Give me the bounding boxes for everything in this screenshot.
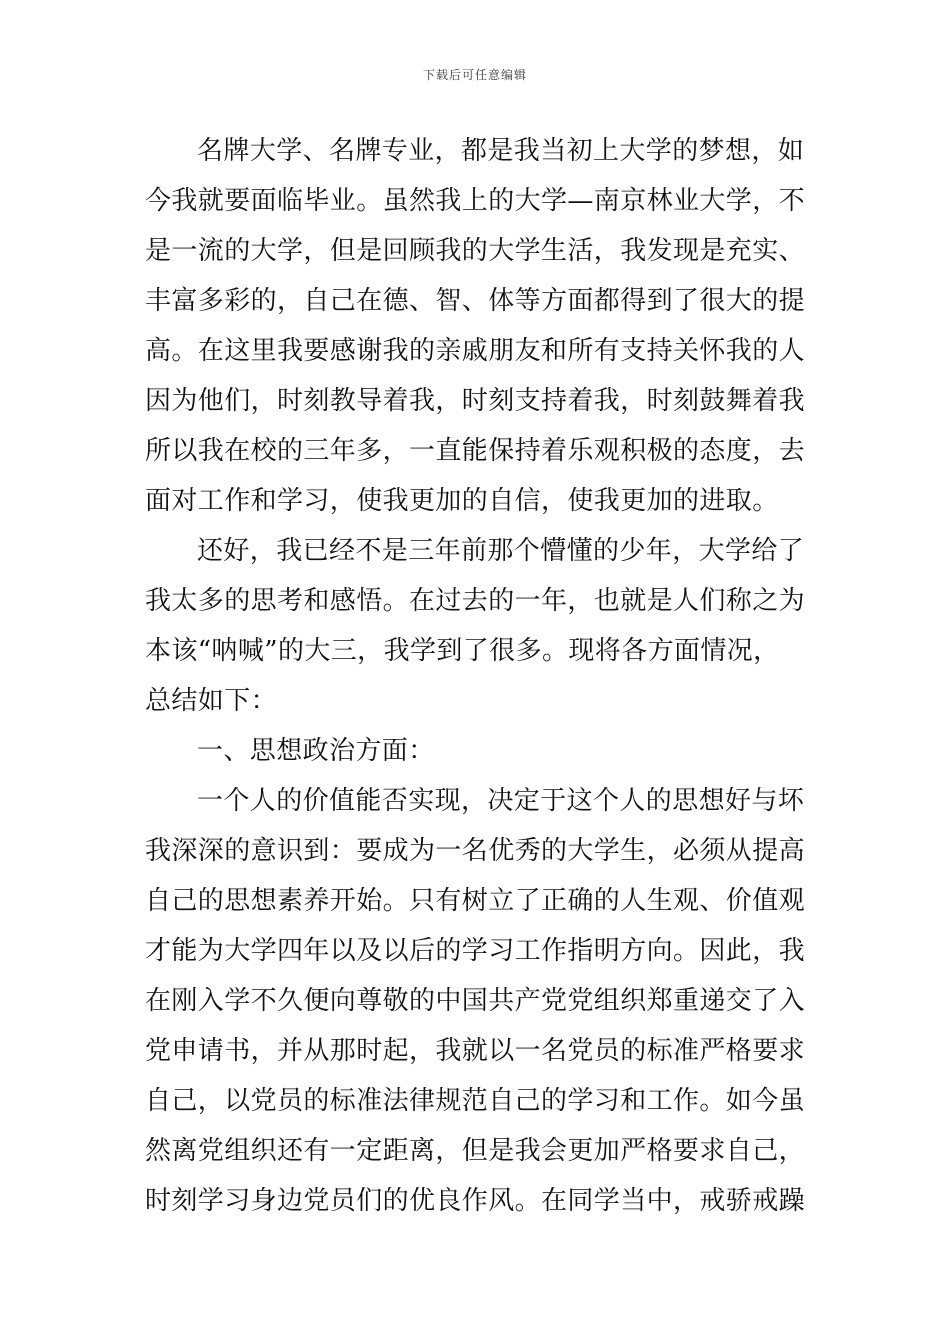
document-body (145, 126, 809, 1226)
paragraph-line: 名牌大学、名牌专业，都是我当初上大学的梦想，如 (197, 136, 805, 166)
paragraph-line: 才能为大学四年以及以后的学习工作指明方向。因此，我 (145, 936, 806, 966)
page-header: 下载后可任意编辑 (422, 68, 527, 82)
paragraph-line: 自己的思想素养开始。只有树立了正确的人生观、价值观 (145, 886, 806, 916)
paragraph-line: 时刻学习身边党员们的优良作风。在同学当中，戒骄戒躁 (145, 1186, 806, 1216)
paragraph-line: 今我就要面临毕业。虽然我上的大学—南京林业大学，不 (145, 186, 806, 216)
paragraph-line: 党申请书，并从那时起，我就以一名党员的标准严格要求 (145, 1036, 806, 1066)
paragraph-line: 总结如下： (145, 686, 278, 716)
paragraph-line: 丰富多彩的，自己在德、智、体等方面都得到了很大的提 (145, 286, 806, 316)
paragraph-line: 所以我在校的三年多，一直能保持着乐观积极的态度，去 (145, 436, 806, 466)
paragraph-line: 一个人的价值能否实现，决定于这个人的思想好与坏 (197, 786, 805, 816)
paragraph-line: 是一流的大学，但是回顾我的大学生活，我发现是充实、 (145, 236, 806, 266)
paragraph-line: 还好，我已经不是三年前那个懵懂的少年，大学给了 (197, 536, 805, 566)
paragraph-line: 我深深的意识到：要成为一名优秀的大学生，必须从提高 (145, 836, 806, 866)
paragraph-line: 因为他们，时刻教导着我，时刻支持着我，时刻鼓舞着我 (145, 386, 806, 416)
paragraph-line: 在刚入学不久便向尊敬的中国共产党党组织郑重递交了入 (145, 986, 806, 1016)
paragraph-line: 面对工作和学习，使我更加的自信，使我更加的进取。 (145, 486, 779, 516)
section-heading: 一、思想政治方面： (197, 736, 435, 766)
paragraph-line: 我太多的思考和感悟。在过去的一年，也就是人们称之为 (145, 586, 806, 616)
paragraph-line: 高。在这里我要感谢我的亲戚朋友和所有支持关怀我的人 (145, 336, 806, 366)
paragraph-line: 自己，以党员的标准法律规范自己的学习和工作。如今虽 (145, 1086, 806, 1116)
paragraph-line: 本该“呐喊”的大三，我学到了很多。现将各方面情况， (145, 636, 780, 666)
paragraph-line: 然离党组织还有一定距离，但是我会更加严格要求自己， (145, 1136, 806, 1166)
